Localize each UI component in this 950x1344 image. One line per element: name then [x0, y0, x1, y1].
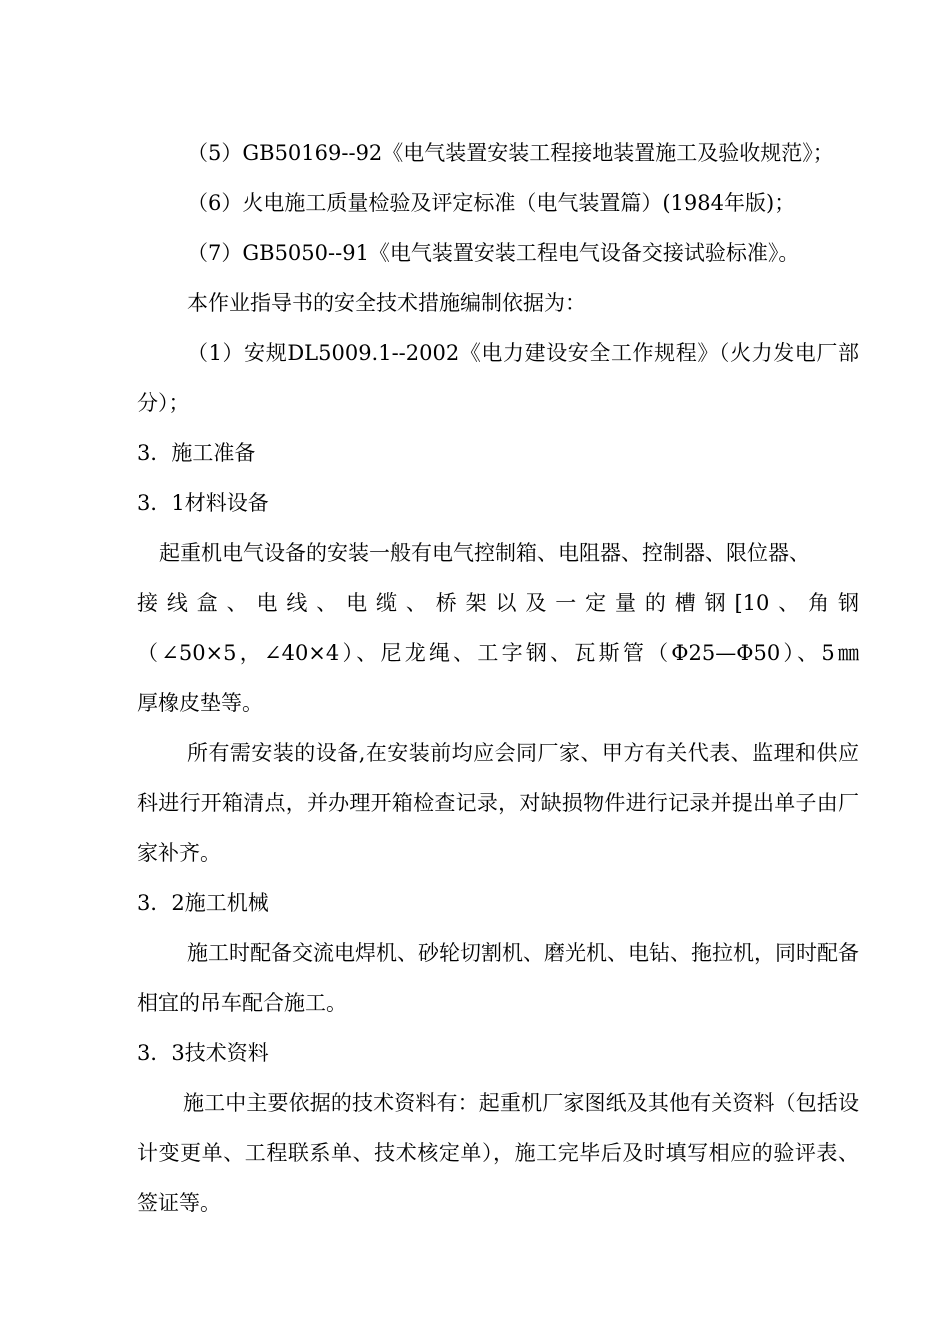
- materials-text-line-1: 起重机电气设备的安装一般有电气控制箱、电阻器、控制器、限位器、: [159, 541, 810, 565]
- section-heading-3-3: 3．3技术资料: [137, 1041, 269, 1065]
- document-body: [137, 128, 859, 1228]
- section-heading-3: 3．施工准备: [137, 441, 256, 465]
- materials-text-line-3: （∠50×5，∠40×4）、尼龙绳、工字钢、瓦斯管（Φ25—Φ50）、5㎜: [137, 641, 859, 665]
- materials-text-line-2: 接线盒、电线、电缆、桥架以及一定量的槽钢[10、角钢: [137, 591, 859, 615]
- materials-text-line-4: 厚橡皮垫等。: [137, 691, 263, 715]
- safety-reference-item-1: （1）安规DL5009.1--2002《电力建设安全工作规程》（火力发电厂部分）；: [137, 341, 859, 415]
- technical-documents-paragraph: 施工中主要依据的技术资料有：起重机厂家图纸及其他有关资料（包括设计变更单、工程联系单、技术核定单），施工完毕后及时填写相应的验评表、签证等。: [137, 1091, 859, 1215]
- safety-basis-intro: 本作业指导书的安全技术措施编制依据为：: [187, 291, 586, 315]
- unpacking-paragraph: 所有需安装的设备,在安装前均应会同厂家、甲方有关代表、监理和供应科进行开箱清点，并办理开箱检查记录，对缺损物件进行记录并提出单子由厂家补齐。: [137, 741, 859, 865]
- reference-item-6: （6）火电施工质量检验及评定标准（电气装置篇）(1984年版)；: [187, 191, 796, 215]
- machinery-paragraph: 施工时配备交流电焊机、砂轮切割机、磨光机、电钻、拖拉机，同时配备相宜的吊车配合施工。: [137, 941, 859, 1015]
- section-heading-3-1: 3．1材料设备: [137, 491, 269, 515]
- section-heading-3-2: 3．2施工机械: [137, 891, 269, 915]
- reference-item-7: （7）GB5050--91《电气装置安装工程电气设备交接试验标准》。: [187, 241, 800, 265]
- reference-item-5: （5）GB50169--92《电气装置安装工程接地装置施工及验收规范》；: [187, 141, 834, 165]
